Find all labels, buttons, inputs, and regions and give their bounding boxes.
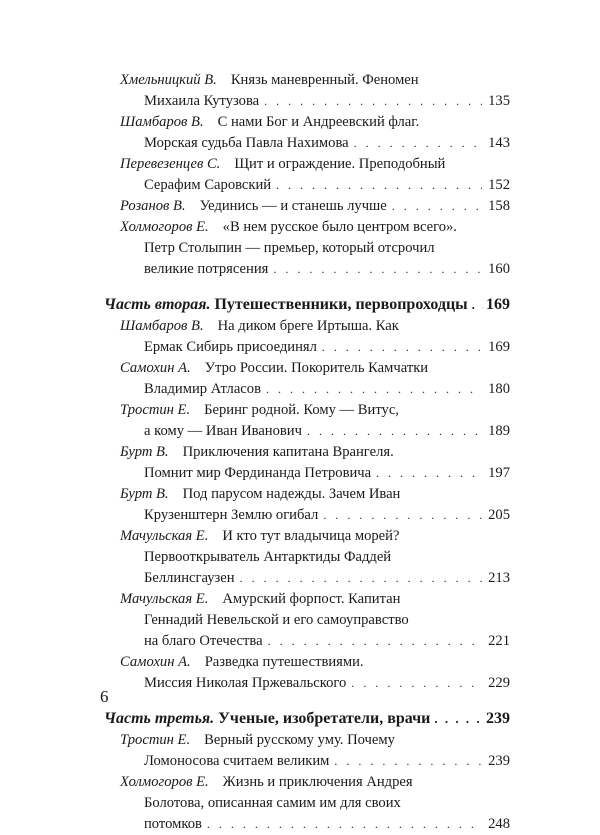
- toc-entry-line: [104, 730, 510, 751]
- part-two-label: Часть вторая.: [104, 296, 211, 313]
- toc-title-line: Амурский форпост. Капитан: [222, 591, 401, 607]
- toc-entry-line: [104, 751, 510, 772]
- toc-author: Тростин Е.: [120, 402, 191, 418]
- toc-page-number: 221: [488, 633, 510, 649]
- toc-author: Перевезенцев С.: [120, 156, 221, 172]
- toc-group-3: [104, 730, 510, 835]
- toc-entry-line: [104, 526, 510, 547]
- toc-author: Холмогоров Е.: [120, 774, 209, 790]
- leader-dots: [392, 196, 482, 217]
- toc-entry-line: [104, 238, 510, 259]
- toc-title-line: Утро России. Покоритель Камчатки: [204, 360, 429, 376]
- toc-author: Хмельницкий В.: [120, 72, 217, 88]
- toc-entry: [104, 730, 510, 772]
- toc-page-number: 143: [488, 135, 510, 151]
- toc-entry-line: [104, 547, 510, 568]
- toc-entry-line: [104, 196, 510, 217]
- toc-entry-line: [104, 133, 510, 154]
- part-two-page: 169: [486, 296, 510, 313]
- leader-dots: [351, 673, 482, 694]
- part-three-heading: [104, 708, 510, 730]
- toc-title-line: Под парусом надежды. Зачем Иван: [182, 486, 401, 502]
- toc-author: Розанов В.: [120, 198, 186, 214]
- toc-title-line: Владимир Атласов: [144, 381, 261, 397]
- toc-title-line: «В нем русское было центром всего».: [222, 219, 457, 235]
- toc-entry: [104, 526, 510, 589]
- toc-entry-line: [104, 652, 510, 673]
- toc-title-line: Князь маневренный. Феномен: [230, 72, 419, 88]
- toc-author: Шамбаров В.: [120, 318, 204, 334]
- toc-title-line: потомков: [144, 816, 202, 832]
- toc-page-number: 169: [488, 339, 510, 355]
- toc-title-line: Приключения капитана Врангеля.: [182, 444, 394, 460]
- toc-entry-line: [104, 259, 510, 280]
- leader-dots: [334, 751, 482, 772]
- table-of-contents: [104, 70, 510, 835]
- toc-title-line: Разведка путешествиями.: [204, 654, 364, 670]
- leader-dots: [322, 337, 482, 358]
- leader-dots: [434, 708, 483, 730]
- toc-entry: [104, 112, 510, 154]
- toc-title-line: Жизнь и приключения Андрея: [222, 774, 413, 790]
- toc-entry-line: [104, 70, 510, 91]
- toc-entry-line: [104, 673, 510, 694]
- toc-entry: [104, 196, 510, 217]
- toc-entry: [104, 589, 510, 652]
- part-two-heading: [104, 294, 510, 316]
- toc-title-line: а кому — Иван Иванович: [144, 423, 302, 439]
- leader-dots: [268, 631, 482, 652]
- toc-author: Мачульская Е.: [120, 591, 209, 607]
- toc-entry-line: [104, 358, 510, 379]
- toc-title-line: Помнит мир Фердинанда Петровича: [144, 465, 372, 481]
- toc-entry-line: [104, 505, 510, 526]
- toc-author: Тростин Е.: [120, 732, 191, 748]
- leader-dots: [376, 463, 482, 484]
- toc-entry: [104, 652, 510, 694]
- toc-page-number: 160: [488, 261, 510, 277]
- part-two-title: Путешественники, первопроходцы: [214, 296, 468, 313]
- toc-entry-line: [104, 793, 510, 814]
- toc-entry-line: [104, 379, 510, 400]
- toc-page-number: 197: [488, 465, 510, 481]
- toc-entry: [104, 400, 510, 442]
- toc-entry-line: [104, 442, 510, 463]
- toc-author: Бурт В.: [120, 486, 169, 502]
- leader-dots: [276, 175, 482, 196]
- toc-entry-line: [104, 772, 510, 793]
- toc-entry-line: [104, 589, 510, 610]
- toc-title-line: Ломоносова считаем великим: [144, 753, 330, 769]
- toc-title-line: Миссия Николая Пржевальского: [144, 675, 347, 691]
- toc-entry: [104, 154, 510, 196]
- toc-title-line: Щит и ограждение. Преподобный: [234, 156, 446, 172]
- toc-author: Самохин А.: [120, 360, 191, 376]
- toc-entry-line: [104, 610, 510, 631]
- toc-title-line: Морская судьба Павла Нахимова: [144, 135, 349, 151]
- toc-title-line: Крузенштерн Землю огибал: [144, 507, 319, 523]
- leader-dots: [273, 259, 482, 280]
- toc-title-line: великие потрясения: [144, 261, 269, 277]
- toc-entry: [104, 442, 510, 484]
- leader-dots: [264, 91, 482, 112]
- toc-title-line: Беринг родной. Кому — Витус,: [204, 402, 399, 418]
- toc-entry-line: [104, 112, 510, 133]
- toc-entry-line: [104, 463, 510, 484]
- toc-page-number: 189: [488, 423, 510, 439]
- toc-entry-line: [104, 631, 510, 652]
- leader-dots: [266, 379, 482, 400]
- toc-entry: [104, 316, 510, 358]
- leader-dots: [207, 814, 482, 835]
- toc-author: Холмогоров Е.: [120, 219, 209, 235]
- page-number: 6: [100, 687, 109, 706]
- toc-page-number: 213: [488, 570, 510, 586]
- toc-title-line: Верный русскому уму. Почему: [204, 732, 395, 748]
- toc-entry: [104, 484, 510, 526]
- toc-title-line: Болотова, описанная самим им для своих: [144, 795, 401, 811]
- leader-dots: [240, 568, 482, 589]
- toc-page-number: 239: [488, 753, 510, 769]
- toc-entry-line: [104, 175, 510, 196]
- toc-entry-line: [104, 91, 510, 112]
- toc-title-line: И кто тут владычица морей?: [222, 528, 400, 544]
- toc-title-line: Геннадий Невельской и его самоуправство: [144, 612, 409, 628]
- toc-title-line: на благо Отечества: [144, 633, 263, 649]
- toc-group-2: [104, 316, 510, 694]
- toc-entry: [104, 70, 510, 112]
- toc-entry: [104, 772, 510, 835]
- part-three-page: 239: [486, 710, 510, 727]
- toc-title-line: Михаила Кутузова: [144, 93, 260, 109]
- toc-page-number: 135: [488, 93, 510, 109]
- toc-entry-line: [104, 421, 510, 442]
- leader-dots: [307, 421, 482, 442]
- toc-entry: [104, 358, 510, 400]
- toc-title-line: Уединись — и станешь лучше: [199, 198, 387, 214]
- toc-entry-line: [104, 154, 510, 175]
- toc-title-line: Серафим Саровский: [144, 177, 272, 193]
- toc-title-line: Петр Столыпин — премьер, который отсрочил: [144, 240, 435, 256]
- toc-page-number: 152: [488, 177, 510, 193]
- toc-entry-line: [104, 316, 510, 337]
- part-three-label: Часть третья.: [104, 710, 215, 727]
- toc-entry-line: [104, 814, 510, 835]
- toc-entry-line: [104, 484, 510, 505]
- toc-author: Самохин А.: [120, 654, 191, 670]
- toc-page-number: 229: [488, 675, 510, 691]
- toc-author: Бурт В.: [120, 444, 169, 460]
- leader-dots: [354, 133, 482, 154]
- toc-author: Шамбаров В.: [120, 114, 204, 130]
- toc-entry-line: [104, 337, 510, 358]
- toc-page-number: 158: [488, 198, 510, 214]
- toc-title-line: С нами Бог и Андреевский флаг.: [217, 114, 420, 130]
- toc-title-line: Беллинсгаузен: [144, 570, 235, 586]
- toc-title-line: Первооткрыватель Антарктиды Фаддей: [144, 549, 392, 565]
- leader-dots: [472, 294, 483, 316]
- toc-page-number: 248: [488, 816, 510, 832]
- toc-author: Мачульская Е.: [120, 528, 209, 544]
- toc-page-number: 180: [488, 381, 510, 397]
- leader-dots: [323, 505, 482, 526]
- part-three-title: Ученые, изобретатели, врачи: [218, 710, 431, 727]
- toc-title-line: На диком бреге Иртыша. Как: [217, 318, 399, 334]
- toc-group-1: [104, 70, 510, 280]
- toc-title-line: Ермак Сибирь присоединял: [144, 339, 317, 355]
- toc-entry-line: [104, 568, 510, 589]
- toc-entry: [104, 217, 510, 280]
- toc-entry-line: [104, 217, 510, 238]
- toc-page-number: 205: [488, 507, 510, 523]
- toc-entry-line: [104, 400, 510, 421]
